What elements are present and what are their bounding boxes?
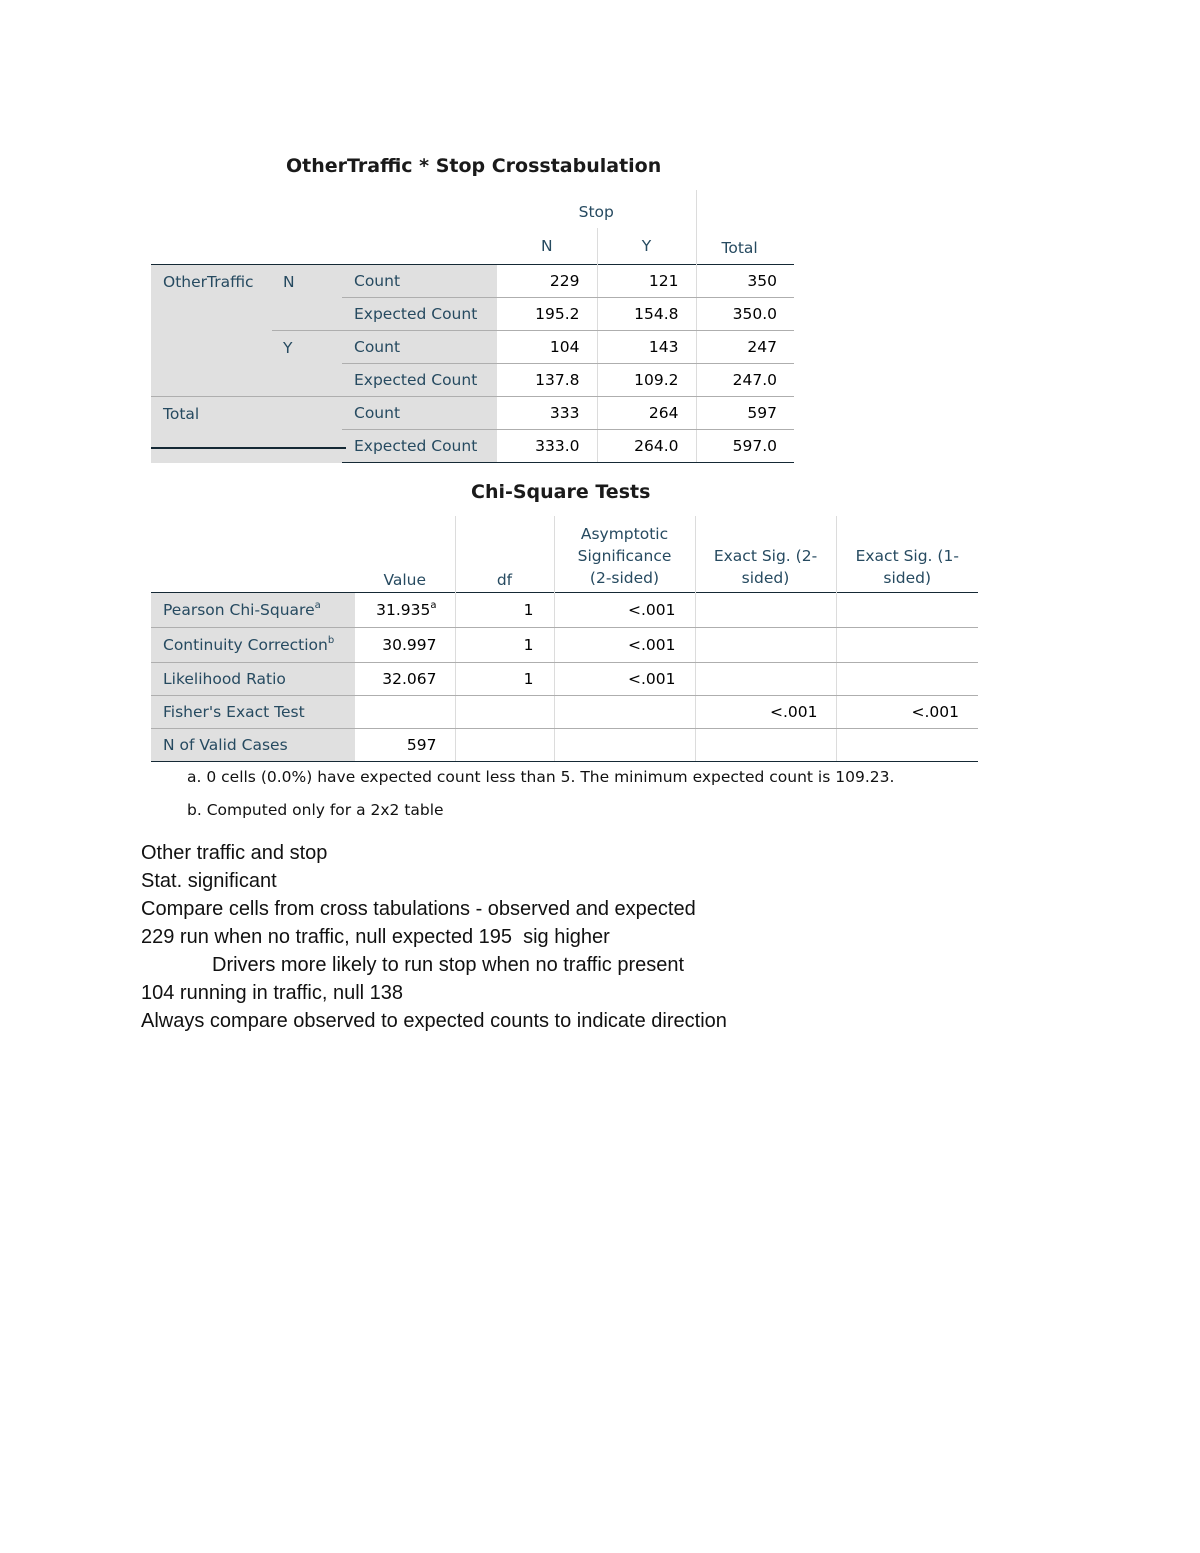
superscript: a bbox=[430, 599, 437, 611]
crosstab-title: OtherTraffic * Stop Crosstabulation bbox=[286, 155, 662, 177]
stat-label: Expected Count bbox=[342, 364, 497, 397]
test-exact1 bbox=[836, 592, 978, 627]
row-total-label: Total bbox=[151, 397, 342, 463]
cell: 597 bbox=[696, 397, 794, 430]
test-asym: <.001 bbox=[554, 627, 695, 662]
test-exact1 bbox=[836, 728, 978, 761]
header-asym-line1: Asymptotic bbox=[580, 524, 669, 543]
test-value bbox=[355, 695, 455, 728]
cell: 143 bbox=[597, 331, 696, 364]
test-label: N of Valid Cases bbox=[151, 728, 355, 761]
cell: 350.0 bbox=[696, 298, 794, 331]
test-df bbox=[455, 695, 554, 728]
test-exact1 bbox=[836, 627, 978, 662]
chisq-title: Chi-Square Tests bbox=[471, 481, 651, 503]
test-df: 1 bbox=[455, 662, 554, 695]
superscript: b bbox=[327, 634, 335, 646]
stat-label: Expected Count bbox=[342, 298, 497, 331]
test-value: 31.935$^a$ bbox=[355, 592, 455, 627]
cell: 264 bbox=[597, 397, 696, 430]
note-line: Stat. significant bbox=[141, 870, 277, 892]
test-df: 1 bbox=[455, 627, 554, 662]
total-bottom-rule bbox=[151, 447, 346, 449]
test-df bbox=[455, 728, 554, 761]
row-n-label: N bbox=[272, 265, 342, 331]
note-line: 104 running in traffic, null 138 bbox=[141, 982, 404, 1004]
test-exact1: <.001 bbox=[836, 695, 978, 728]
stat-label: Expected Count bbox=[342, 430, 497, 463]
cell: 195.2 bbox=[497, 298, 597, 331]
cell: 333.0 bbox=[497, 430, 597, 463]
test-exact2 bbox=[695, 627, 836, 662]
test-exact1 bbox=[836, 662, 978, 695]
header-exact-2 bbox=[695, 516, 836, 592]
notes-block bbox=[141, 839, 727, 1035]
chisq-table bbox=[151, 516, 978, 762]
cell: 350 bbox=[696, 265, 794, 298]
test-value: 30.997 bbox=[355, 627, 455, 662]
test-df: 1 bbox=[455, 592, 554, 627]
test-asym: <.001 bbox=[554, 592, 695, 627]
test-value: 32.067 bbox=[355, 662, 455, 695]
row-y-label: Y bbox=[272, 331, 342, 397]
note-line-indented: Drivers more likely to run stop when no traffic present bbox=[212, 954, 685, 976]
row-var-label: OtherTraffic bbox=[151, 265, 272, 397]
cell: 104 bbox=[497, 331, 597, 364]
col-header-total: Total bbox=[721, 239, 758, 257]
col-header-n: N bbox=[497, 228, 597, 265]
test-asym bbox=[554, 695, 695, 728]
header-asym-line3: (2-sided) bbox=[589, 568, 660, 587]
stat-label: Count bbox=[342, 397, 497, 430]
header-value: Value bbox=[355, 516, 455, 592]
test-asym bbox=[554, 728, 695, 761]
header-exact2-line2: sided) bbox=[741, 568, 790, 587]
test-exact2 bbox=[695, 662, 836, 695]
cell: 154.8 bbox=[597, 298, 696, 331]
cell: 121 bbox=[597, 265, 696, 298]
test-label: Fisher's Exact Test bbox=[151, 695, 355, 728]
cell: 109.2 bbox=[597, 364, 696, 397]
crosstab-table bbox=[151, 190, 794, 463]
header-df: df bbox=[455, 516, 554, 592]
cell: 229 bbox=[497, 265, 597, 298]
note-line: Compare cells from cross tabulations - observed and expected bbox=[141, 898, 696, 920]
stat-label: Count bbox=[342, 265, 497, 298]
superscript: a bbox=[314, 599, 321, 611]
test-exact2 bbox=[695, 728, 836, 761]
cell: 247 bbox=[696, 331, 794, 364]
header-exact1-line1: Exact Sig. (1- bbox=[855, 546, 959, 565]
cell: 333 bbox=[497, 397, 597, 430]
note-line: 229 run when no traffic, null expected 195 sig higher bbox=[141, 926, 610, 948]
cell: 247.0 bbox=[696, 364, 794, 397]
header-asymptotic bbox=[554, 516, 695, 592]
cell: 264.0 bbox=[597, 430, 696, 463]
header-exact-1 bbox=[836, 516, 978, 592]
test-exact2 bbox=[695, 592, 836, 627]
test-value: 597 bbox=[355, 728, 455, 761]
test-asym: <.001 bbox=[554, 662, 695, 695]
header-exact1-line2: sided) bbox=[883, 568, 932, 587]
cell: 137.8 bbox=[497, 364, 597, 397]
cell: 597.0 bbox=[696, 430, 794, 463]
test-label: Pearson Chi-Square$^a$ bbox=[151, 592, 355, 627]
note-line: Other traffic and stop bbox=[141, 842, 328, 864]
note-line: Always compare observed to expected counts to indicate direction bbox=[141, 1010, 727, 1032]
footnote-b: b. Computed only for a 2x2 table bbox=[187, 801, 444, 819]
test-exact2: <.001 bbox=[695, 695, 836, 728]
test-label: Continuity Correction$^b$ bbox=[151, 627, 355, 662]
test-label: Likelihood Ratio bbox=[151, 662, 355, 695]
header-asym-line2: Significance bbox=[577, 546, 672, 565]
col-header-y: Y bbox=[597, 228, 696, 265]
stat-label: Count bbox=[342, 331, 497, 364]
col-group-stop: Stop bbox=[497, 190, 696, 228]
header-exact2-line1: Exact Sig. (2- bbox=[713, 546, 818, 565]
footnote-a: a. 0 cells (0.0%) have expected count less than 5. The minimum expected count is 109.23. bbox=[187, 768, 895, 786]
